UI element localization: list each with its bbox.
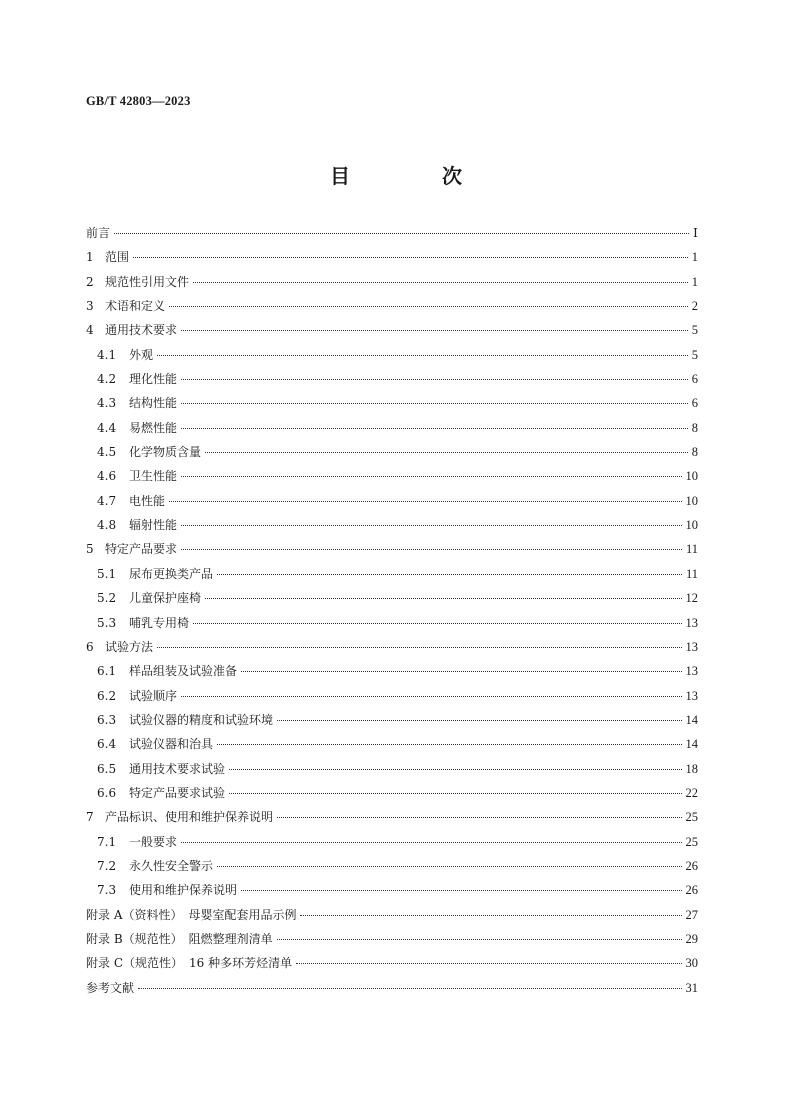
toc-entry[interactable] xyxy=(86,857,698,881)
toc-entry-page: 26 xyxy=(685,883,698,898)
toc-entry-page: 27 xyxy=(685,907,698,922)
dot-leader xyxy=(241,890,681,891)
toc-entry-number: 7 xyxy=(86,810,94,825)
toc-entry-number: 6.5 xyxy=(97,761,117,776)
toc-entry-page: 11 xyxy=(685,542,698,557)
toc-entry-label: 附录 C（规范性） 16 种多环芳烃清单 xyxy=(86,956,293,971)
toc-entry-page: 13 xyxy=(685,664,698,679)
toc-entry-label: 产品标识、使用和维护保养说明 xyxy=(105,810,274,825)
toc-entry[interactable] xyxy=(86,370,698,394)
toc-entry-number: 7.3 xyxy=(97,883,117,898)
dot-leader xyxy=(277,720,681,721)
toc-entry-page: 18 xyxy=(685,761,698,776)
toc-entry[interactable] xyxy=(86,467,698,491)
toc-entry-page: 25 xyxy=(685,810,698,825)
toc-entry-page: 1 xyxy=(691,250,698,265)
toc-entry-page: 13 xyxy=(685,639,698,654)
toc-entry[interactable] xyxy=(86,808,698,832)
toc-entry[interactable] xyxy=(86,906,698,930)
toc-entry-page: 2 xyxy=(691,299,698,314)
toc-entry-number: 3 xyxy=(86,299,94,314)
toc-entry-label: 规范性引用文件 xyxy=(105,274,190,289)
toc-entry[interactable] xyxy=(86,540,698,564)
toc-entry-label: 通用技术要求试验 xyxy=(129,761,226,776)
toc-entry-number: 5.3 xyxy=(97,615,117,630)
page-title: 目 次 xyxy=(330,164,498,188)
toc-entry-page: 25 xyxy=(685,834,698,849)
dot-leader xyxy=(277,939,682,940)
dot-leader xyxy=(181,696,681,697)
toc-entry[interactable] xyxy=(86,516,698,540)
toc-entry[interactable] xyxy=(86,784,698,808)
toc-entry-page: 5 xyxy=(691,347,698,362)
toc-entry-label: 试验仪器和治具 xyxy=(129,737,214,752)
toc-entry-number: 4.5 xyxy=(97,445,117,460)
toc-entry-label: 化学物质含量 xyxy=(129,445,202,460)
toc-entry-label: 样品组装及试验准备 xyxy=(129,664,238,679)
dot-leader xyxy=(181,476,681,477)
toc-entry[interactable] xyxy=(86,711,698,735)
toc-entry-number: 2 xyxy=(86,274,94,289)
dot-leader xyxy=(181,379,688,380)
dot-leader xyxy=(133,257,688,258)
toc-entry-page: 8 xyxy=(691,420,698,435)
toc-entry[interactable] xyxy=(86,687,698,711)
toc-entry-page: 22 xyxy=(685,785,698,800)
dot-leader xyxy=(114,233,689,234)
toc-entry[interactable] xyxy=(86,224,698,248)
toc-entry[interactable] xyxy=(86,833,698,857)
dot-leader xyxy=(181,403,688,404)
dot-leader xyxy=(193,623,681,624)
toc-entry-label: 永久性安全警示 xyxy=(129,858,214,873)
dot-leader xyxy=(169,306,688,307)
dot-leader xyxy=(138,988,681,989)
toc-entry-page: 12 xyxy=(685,591,698,606)
dot-leader xyxy=(181,525,681,526)
toc-entry[interactable] xyxy=(86,881,698,905)
toc-entry-label: 儿童保护座椅 xyxy=(129,591,202,606)
dot-leader xyxy=(169,501,681,502)
dot-leader xyxy=(181,549,682,550)
toc-entry-page: 8 xyxy=(691,445,698,460)
toc-entry-label: 参考文献 xyxy=(86,980,135,995)
toc-entry[interactable] xyxy=(86,589,698,613)
toc-entry-number: 5.2 xyxy=(97,591,117,606)
toc-entry[interactable] xyxy=(86,638,698,662)
dot-leader xyxy=(193,282,688,283)
toc-entry-number: 4.2 xyxy=(97,372,117,387)
toc-entry-number: 5.1 xyxy=(97,566,117,581)
toc-entry-number: 6.4 xyxy=(97,737,117,752)
toc-entry-label: 电性能 xyxy=(129,493,166,508)
toc-entry-label: 通用技术要求 xyxy=(105,323,178,338)
dot-leader xyxy=(205,452,688,453)
toc-entry-label: 试验仪器的精度和试验环境 xyxy=(129,712,274,727)
dot-leader xyxy=(296,963,681,964)
toc-entry-number: 4 xyxy=(86,323,94,338)
toc-entry-page: 14 xyxy=(685,737,698,752)
toc-entry-page: 6 xyxy=(691,372,698,387)
toc-entry-label: 外观 xyxy=(129,347,154,362)
toc-entry-page: 1 xyxy=(691,274,698,289)
dot-leader xyxy=(217,574,682,575)
toc-entry-label: 附录 A（资料性） 母婴室配套用品示例 xyxy=(86,907,297,922)
toc-entry-number: 4.6 xyxy=(97,469,117,484)
toc-entry[interactable] xyxy=(86,979,698,1003)
toc-entry[interactable] xyxy=(86,346,698,370)
toc-entry-page: 13 xyxy=(685,688,698,703)
dot-leader xyxy=(217,866,681,867)
toc-entry-number: 4.3 xyxy=(97,396,117,411)
toc-entry-page: 26 xyxy=(685,858,698,873)
toc-entry-label: 术语和定义 xyxy=(105,299,166,314)
dot-leader xyxy=(229,769,681,770)
toc-entry-page: 10 xyxy=(685,518,698,533)
dot-leader xyxy=(205,598,681,599)
dot-leader xyxy=(300,915,681,916)
dot-leader xyxy=(217,744,681,745)
toc-entry-page: 13 xyxy=(685,615,698,630)
table-of-contents xyxy=(86,224,698,1003)
toc-entry-page: Ⅰ xyxy=(693,226,698,240)
toc-entry-label: 理化性能 xyxy=(129,372,178,387)
toc-entry-label: 辐射性能 xyxy=(129,518,178,533)
toc-entry[interactable] xyxy=(86,419,698,443)
dot-leader xyxy=(181,842,681,843)
toc-entry-label: 前言 xyxy=(86,226,111,240)
toc-entry[interactable] xyxy=(86,614,698,638)
toc-entry-number: 7.1 xyxy=(97,834,117,849)
toc-entry-label: 特定产品要求 xyxy=(105,542,178,557)
toc-entry-number: 4.7 xyxy=(97,493,117,508)
toc-entry-label: 特定产品要求试验 xyxy=(129,785,226,800)
dot-leader xyxy=(181,428,688,429)
toc-entry[interactable] xyxy=(86,565,698,589)
toc-entry-number: 6.3 xyxy=(97,712,117,727)
toc-entry-page: 5 xyxy=(691,323,698,338)
toc-entry-page: 6 xyxy=(691,396,698,411)
toc-entry-page: 30 xyxy=(685,956,698,971)
dot-leader xyxy=(229,793,681,794)
toc-entry-page: 14 xyxy=(685,712,698,727)
toc-entry-label: 结构性能 xyxy=(129,396,178,411)
toc-entry-number: 6 xyxy=(86,639,94,654)
toc-entry-page: 10 xyxy=(685,493,698,508)
toc-entry-page: 11 xyxy=(685,566,698,581)
toc-entry-page: 29 xyxy=(685,931,698,946)
toc-entry[interactable] xyxy=(86,492,698,516)
toc-entry-label: 试验顺序 xyxy=(129,688,178,703)
toc-entry-label: 卫生性能 xyxy=(129,469,178,484)
toc-entry[interactable] xyxy=(86,930,698,954)
toc-entry-number: 7.2 xyxy=(97,858,117,873)
dot-leader xyxy=(157,647,681,648)
toc-entry-page: 31 xyxy=(685,980,698,995)
toc-entry[interactable] xyxy=(86,443,698,467)
toc-entry[interactable] xyxy=(86,248,698,272)
toc-entry[interactable] xyxy=(86,394,698,418)
toc-entry-number: 5 xyxy=(86,542,94,557)
toc-entry-label: 试验方法 xyxy=(105,639,154,654)
dot-leader xyxy=(181,330,688,331)
toc-entry-number: 1 xyxy=(86,250,94,265)
dot-leader xyxy=(277,817,681,818)
toc-entry-number: 6.1 xyxy=(97,664,117,679)
toc-entry-number: 4.8 xyxy=(97,518,117,533)
toc-entry-label: 附录 B（规范性） 阻燃整理剂清单 xyxy=(86,931,273,946)
toc-entry-label: 尿布更换类产品 xyxy=(129,566,214,581)
toc-entry-number: 6.6 xyxy=(97,785,117,800)
standard-code: GB/T 42803—2023 xyxy=(86,94,191,108)
toc-entry[interactable] xyxy=(86,297,698,321)
toc-entry-page: 10 xyxy=(685,469,698,484)
dot-leader xyxy=(157,355,688,356)
toc-entry-label: 一般要求 xyxy=(129,834,178,849)
toc-entry[interactable] xyxy=(86,954,698,978)
toc-entry-number: 6.2 xyxy=(97,688,117,703)
toc-entry-number: 4.4 xyxy=(97,420,117,435)
toc-entry-label: 易燃性能 xyxy=(129,420,178,435)
toc-entry-label: 范围 xyxy=(105,250,130,265)
toc-entry[interactable] xyxy=(86,735,698,759)
toc-entry[interactable] xyxy=(86,321,698,345)
toc-entry[interactable] xyxy=(86,273,698,297)
toc-entry-label: 哺乳专用椅 xyxy=(129,615,190,630)
toc-entry[interactable] xyxy=(86,662,698,686)
toc-entry-label: 使用和维护保养说明 xyxy=(129,883,238,898)
dot-leader xyxy=(241,671,681,672)
toc-entry-number: 4.1 xyxy=(97,347,117,362)
toc-entry[interactable] xyxy=(86,760,698,784)
